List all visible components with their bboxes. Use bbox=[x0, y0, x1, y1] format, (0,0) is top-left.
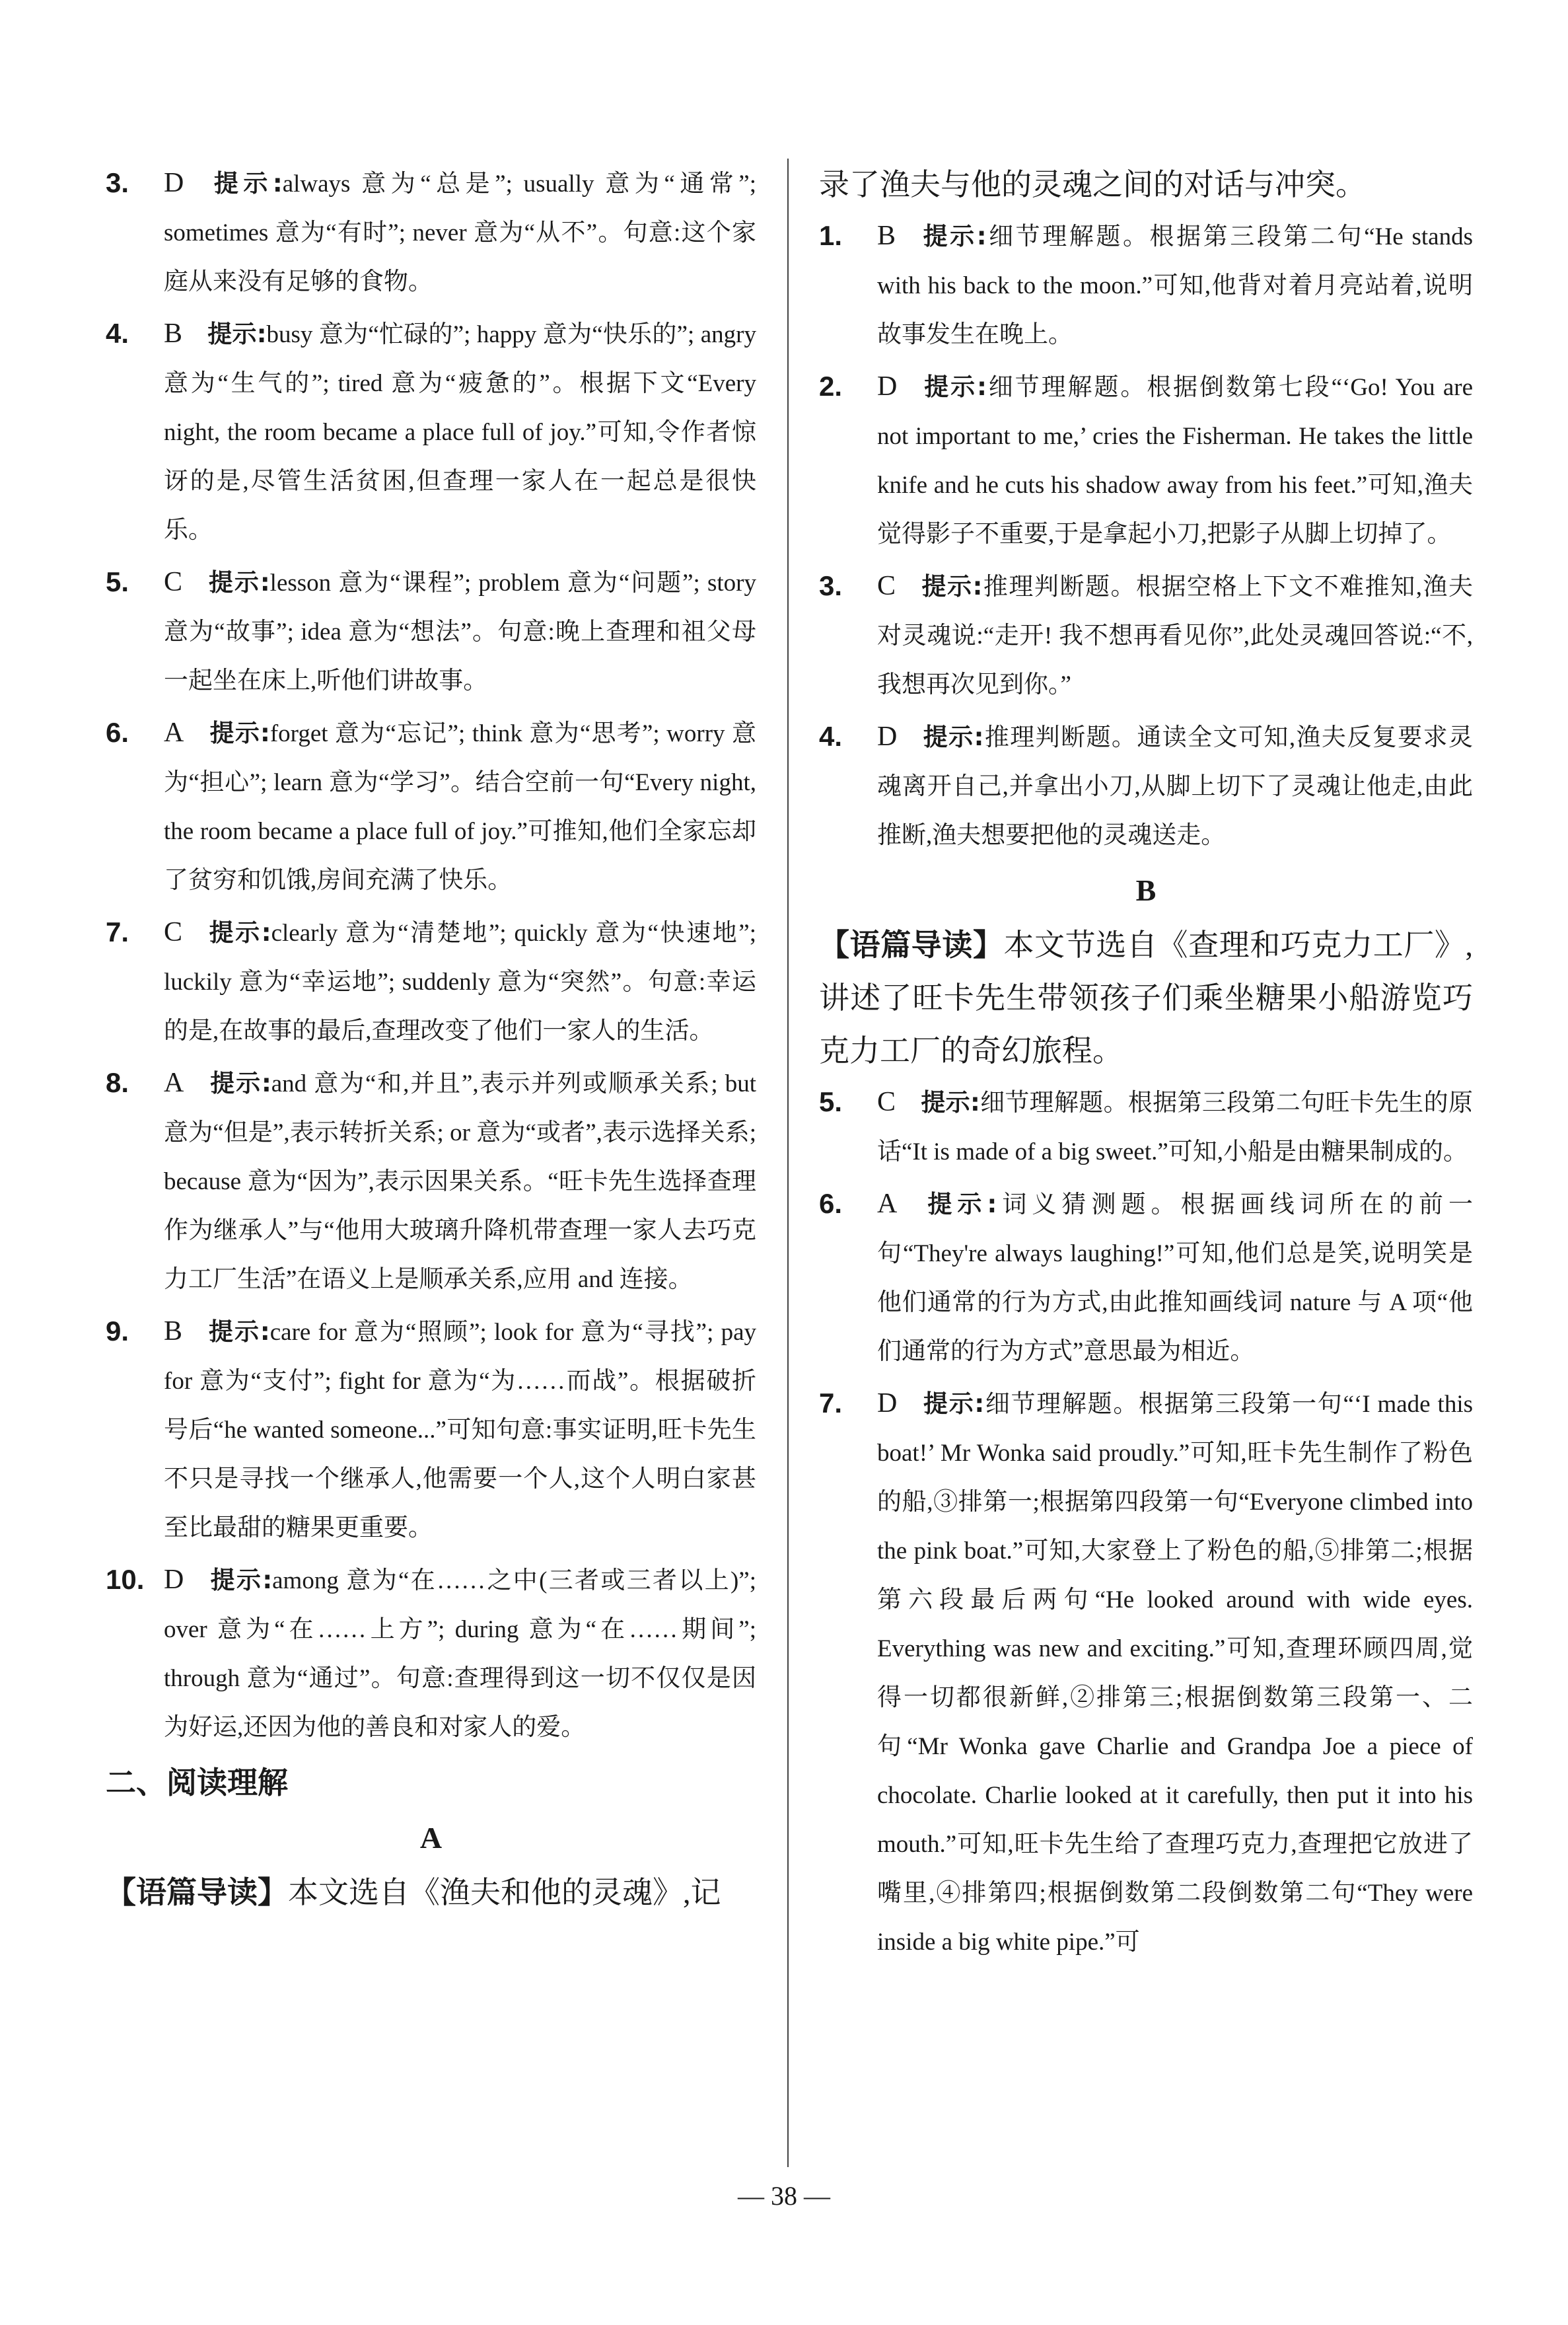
question-number: 5. bbox=[106, 566, 129, 597]
intro-a-continued: 录了渔夫与他的灵魂之间的对话与冲突。 bbox=[819, 168, 1366, 202]
question-number: 8. bbox=[106, 1067, 129, 1098]
answer-item bbox=[106, 1307, 756, 1553]
hint-label: 提示: bbox=[921, 1088, 980, 1117]
hint-label: 提示: bbox=[209, 719, 270, 747]
answer-item bbox=[106, 1555, 756, 1752]
answer-letter: B bbox=[877, 221, 896, 251]
question-number: 4. bbox=[106, 318, 129, 349]
answer-item bbox=[106, 908, 756, 1056]
explanation-text: among 意为“在……之中(三者或三者以上)”; over 意为“在……上方”; during 意为“在……期间”; through 意为“通过”。句意:查理得到这一切不仅仅是因为好运,还因为他的善良和对家人的爱。 bbox=[164, 1567, 757, 1741]
question-number: 4. bbox=[819, 721, 843, 752]
answer-item bbox=[106, 708, 756, 905]
answer-list-a bbox=[819, 211, 1473, 860]
explanation-text: 推理判断题。根据空格上下文不难推知,渔夫对灵魂说:“走开! 我不想再看见你”,此处灵魂回答说:“不,我想再次见到你。” bbox=[877, 573, 1474, 698]
left-column bbox=[106, 159, 756, 1919]
answer-letter: D bbox=[164, 168, 184, 198]
hint-label: 提示: bbox=[921, 222, 987, 250]
question-number: 3. bbox=[106, 167, 129, 198]
answer-letter: D bbox=[877, 371, 898, 402]
answer-item bbox=[819, 1379, 1473, 1967]
answer-list-left bbox=[106, 159, 756, 1752]
answer-letter: C bbox=[164, 917, 183, 947]
answer-item bbox=[106, 309, 756, 555]
answer-item bbox=[819, 1078, 1473, 1177]
question-number: 7. bbox=[106, 916, 129, 947]
question-number: 6. bbox=[819, 1188, 843, 1219]
hint-label: 提示: bbox=[207, 568, 270, 597]
explanation-text: forget 意为“忘记”; think 意为“思考”; worry 意为“担心”; learn 意为“学习”。结合空前一句“Every night, the room became a place full of joy.”可推知,他们全家忘却了贫穷和饥饿,房间充满了快乐。 bbox=[164, 720, 756, 894]
answer-letter: D bbox=[877, 1388, 898, 1419]
answer-letter: C bbox=[877, 1087, 896, 1117]
hint-label: 提示: bbox=[921, 572, 983, 601]
explanation-text: 细节理解题。根据第三段第二句旺卡先生的原话“It is made of a big sweet.”可知,小船是由糖果制成的。 bbox=[877, 1089, 1473, 1165]
intro-b bbox=[819, 918, 1473, 1078]
answer-item bbox=[819, 362, 1473, 559]
hint-label: 提示: bbox=[207, 918, 271, 947]
hint-label: 提示: bbox=[922, 373, 987, 401]
answer-item bbox=[106, 159, 756, 307]
answer-list-b bbox=[819, 1078, 1473, 1967]
answer-item bbox=[106, 1058, 756, 1304]
explanation-text: 细节理解题。根据第三段第一句“‘I made this boat!’ Mr Wonka said proudly.”可知,旺卡先生制作了粉色的船,③排第一;根据第四段第一句“Everyone climbed into the pink boat.”可知,大家登上了粉色的船,⑤排第二;根据第六段最后两句“He looked around with wide eyes. Everything was new and exciting.”可知,查理环顾四周,觉得一切都很新鲜,②排第三;根据倒数第三段第一、二句“Mr Wonka gave Charlie and Grandpa Joe a piece of chocolate. Charlie looked at it carefully, then put it into his mouth.”可知,旺卡先生给了查理巧克力,查理把它放进了嘴里,④排第四;根据倒数第二段倒数第二句“They were inside a big white pipe.”可 bbox=[877, 1391, 1473, 1956]
explanation-text: 细节理解题。根据第三段第二句“He stands with his back to the moon.”可知,他背对着月亮站着,说明故事发生在晚上。 bbox=[877, 223, 1473, 348]
question-number: 6. bbox=[106, 717, 129, 748]
question-number: 3. bbox=[819, 570, 843, 601]
hint-label: 提示: bbox=[209, 169, 283, 198]
hint-label: 提示: bbox=[922, 723, 984, 751]
right-column bbox=[819, 159, 1473, 1970]
question-number: 7. bbox=[819, 1387, 843, 1419]
intro-tag: 【语篇导读】 bbox=[106, 1874, 288, 1910]
answer-item bbox=[819, 562, 1473, 710]
column-divider bbox=[787, 159, 789, 2167]
answer-letter: C bbox=[877, 571, 896, 601]
answer-item bbox=[106, 558, 756, 706]
hint-label: 提示: bbox=[922, 1190, 997, 1218]
intro-b-text: 本文节选自《查理和巧克力工厂》,讲述了旺卡先生带领孩子们乘坐糖果小船游览巧克力工厂的奇幻旅程。 bbox=[819, 928, 1474, 1068]
answer-letter: B bbox=[164, 318, 183, 349]
question-number: 5. bbox=[819, 1086, 843, 1117]
explanation-text: clearly 意为“清楚地”; quickly 意为“快速地”; luckily 意为“幸运地”; suddenly 意为“突然”。句意:幸运的是,在故事的最后,查理改变了他们一家人的生活。 bbox=[164, 920, 756, 1045]
hint-label: 提示: bbox=[209, 1566, 273, 1594]
answer-letter: A bbox=[164, 1068, 184, 1098]
question-number: 10. bbox=[106, 1564, 145, 1595]
explanation-text: 细节理解题。根据倒数第七段“‘Go! You are not important to me,’ cries the Fisherman. He takes the little knife and he cuts his shadow away from his feet.”可知,渔夫觉得影子不重要,于是拿起小刀,把影子从脚上切掉了。 bbox=[877, 374, 1473, 548]
answer-letter: D bbox=[877, 721, 898, 752]
explanation-text: lesson 意为“课程”; problem 意为“问题”; story 意为“故事”; idea 意为“想法”。句意:晚上查理和祖父母一起坐在床上,听他们讲故事。 bbox=[164, 570, 757, 694]
page-number: — 38 — bbox=[738, 2181, 830, 2211]
explanation-text: and 意为“和,并且”,表示并列或顺承关系; but 意为“但是”,表示转折关系; or 意为“或者”,表示选择关系; because 意为“因为”,表示因果关系。“旺卡先生选择查理作为继承人”与“他用大玻璃升降机带查理一家人去巧克力工厂生活”在语义上是顺承关系,应用 and 连接。 bbox=[164, 1070, 757, 1293]
section-heading: 二、阅读理解 bbox=[106, 1765, 288, 1800]
answer-item bbox=[819, 1179, 1473, 1376]
hint-label: 提示: bbox=[922, 1389, 985, 1418]
explanation-text: 词义猜测题。根据画线词所在的前一句“They're always laughing!”可知,他们总是笑,说明笑是他们通常的行为方式,由此推知画线词 nature 与 A 项“他们通常的行为方式”意思最为相近。 bbox=[877, 1191, 1474, 1365]
answer-letter: A bbox=[877, 1189, 898, 1219]
hint-label: 提示: bbox=[207, 320, 267, 348]
hint-label: 提示: bbox=[209, 1069, 271, 1097]
intro-tag: 【语篇导读】 bbox=[819, 927, 1004, 963]
explanation-text: busy 意为“忙碌的”; happy 意为“快乐的”; angry 意为“生气的”; tired 意为“疲惫的”。根据下文“Every night, the room became a place full of joy.”可知,令作者惊讶的是,尽管生活贫困,但查理一家人在一起总是很快乐。 bbox=[164, 321, 757, 544]
intro-a bbox=[106, 1866, 756, 1919]
answer-item bbox=[819, 211, 1473, 359]
answer-item bbox=[819, 712, 1473, 860]
intro-a-text: 本文选自《渔夫和他的灵魂》,记 bbox=[288, 1876, 721, 1909]
explanation-text: always 意为“总是”; usually 意为“通常”; sometimes 意为“有时”; never 意为“从不”。句意:这个家庭从来没有足够的食物。 bbox=[164, 170, 757, 295]
question-number: 2. bbox=[819, 371, 843, 402]
explanation-text: care for 意为“照顾”; look for 意为“寻找”; pay for 意为“支付”; fight for 意为“为……而战”。根据破折号后“he wanted someone...”可知句意:事实证明,旺卡先生不只是寻找一个继承人,他需要一个人,这个人明白家甚至比最甜的糖果更重要。 bbox=[164, 1319, 757, 1541]
explanation-text: 推理判断题。通读全文可知,渔夫反复要求灵魂离开自己,并拿出小刀,从脚上切下了灵魂让他走,由此推断,渔夫想要把他的灵魂送走。 bbox=[877, 724, 1474, 849]
question-number: 1. bbox=[819, 220, 843, 251]
part-a-heading: A bbox=[419, 1821, 443, 1855]
answer-letter: A bbox=[164, 718, 184, 748]
hint-label: 提示: bbox=[207, 1317, 270, 1346]
answer-letter: B bbox=[164, 1316, 183, 1347]
answer-letter: C bbox=[164, 567, 183, 597]
part-b-heading: B bbox=[1135, 873, 1157, 907]
question-number: 9. bbox=[106, 1315, 129, 1347]
answer-letter: D bbox=[164, 1565, 184, 1595]
